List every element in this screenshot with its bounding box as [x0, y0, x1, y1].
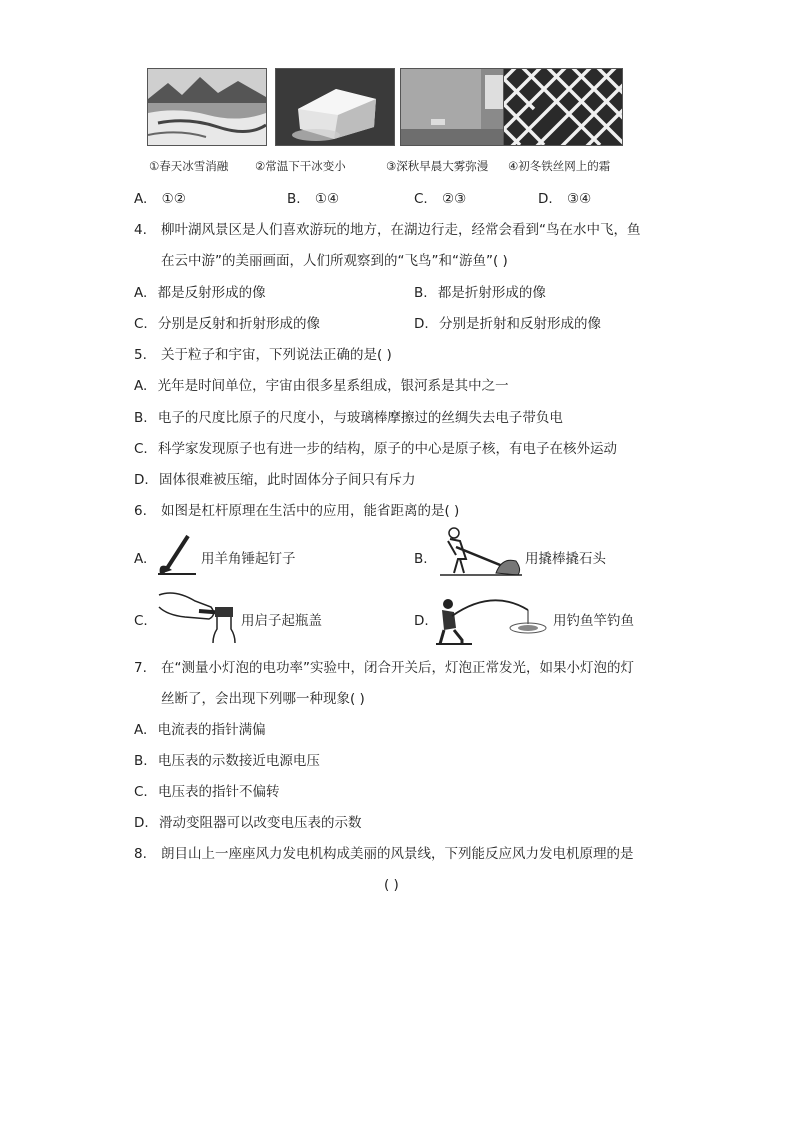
option-text: 都是反射形成的像	[157, 285, 266, 301]
q3-caption-2: ②常温下干冰变小	[255, 159, 346, 173]
option-letter: B.	[134, 410, 148, 426]
option-letter: A.	[134, 285, 148, 301]
option-letter: C.	[414, 191, 428, 207]
option-text: ②③	[442, 191, 467, 207]
option-text: 科学家发现原子也有进一步的结构，原子的中心是原子核，有电子在核外运动	[158, 441, 618, 457]
q4-option-d	[414, 315, 601, 333]
q7-stem-line1: 在“测量小灯泡的电功率”实验中，闭合开关后，灯泡正常发光，如果小灯泡的灯	[161, 660, 634, 676]
option-letter: D.	[538, 191, 553, 207]
q8-number: 8.	[134, 846, 147, 862]
q6-option-b-letter: B.	[414, 551, 428, 567]
q6-option-c-text: 用启子起瓶盖	[241, 613, 322, 629]
option-letter: A.	[134, 722, 148, 738]
q3-photo-strip	[143, 58, 656, 178]
fishing-rod-icon	[432, 590, 550, 648]
option-letter: A.	[134, 191, 148, 207]
option-text: 滑动变阻器可以改变电压表的示数	[158, 815, 362, 831]
q5-option-b	[134, 409, 563, 427]
q7-option-a	[134, 721, 266, 739]
q8-stem-line2: ( )	[384, 877, 399, 893]
option-text: 分别是反射和折射形成的像	[158, 316, 321, 332]
option-text: 电子的尺度比原子的尺度小，与玻璃棒摩擦过的丝绸失去电子带负电	[157, 410, 563, 426]
q3-caption-3: ③深秋早晨大雾弥漫	[386, 159, 489, 173]
q7-option-c	[134, 783, 280, 801]
option-text: ①④	[314, 191, 340, 207]
q3-caption-4: ④初冬铁丝网上的霜	[508, 159, 611, 173]
option-letter: B.	[287, 191, 301, 207]
option-letter: C.	[134, 441, 148, 457]
q6-option-c-letter: C.	[134, 613, 148, 629]
option-letter: D.	[134, 472, 149, 488]
q6-option-b-text: 用撬棒撬石头	[525, 551, 606, 567]
q3-caption-1: ①春天冰雪消融	[149, 159, 229, 173]
crowbar-worker-icon	[436, 525, 522, 579]
option-text: 都是折射形成的像	[437, 285, 546, 301]
q7-stem-line2: 丝断了，会出现下列哪一种现象( )	[161, 691, 365, 707]
q3-option-c	[414, 190, 466, 208]
option-letter: C.	[134, 784, 148, 800]
photo-dry-ice	[275, 68, 395, 146]
q4-option-a	[134, 284, 266, 302]
q4-option-c	[134, 315, 320, 333]
q6-option-a-letter: A.	[134, 551, 148, 567]
q6-stem: 如图是杠杆原理在生活中的应用，能省距离的是( )	[161, 503, 460, 519]
bottle-opener-icon	[155, 585, 239, 643]
q3-option-b	[287, 190, 339, 208]
q5-number: 5.	[134, 347, 147, 363]
q6-option-d-text: 用钓鱼竿钓鱼	[553, 613, 634, 629]
option-letter: D.	[414, 316, 429, 332]
q5-option-a	[134, 377, 509, 395]
option-text: 固体很难被压缩，此时固体分子间只有斥力	[158, 472, 416, 488]
claw-hammer-icon	[152, 530, 200, 580]
option-text: 电流表的指针满偏	[157, 722, 266, 738]
photo-melting-snow	[147, 68, 267, 146]
photo-frost-wire	[503, 68, 623, 146]
option-text: ①②	[161, 191, 186, 207]
q3-option-a	[134, 190, 186, 208]
option-letter: A.	[134, 378, 148, 394]
q4-stem-line1: 柳叶湖风景区是人们喜欢游玩的地方，在湖边行走，经常会看到“鸟在水中飞，鱼	[161, 222, 641, 238]
q4-number: 4.	[134, 222, 147, 238]
option-letter: C.	[134, 316, 148, 332]
option-text: 电压表的指针不偏转	[158, 784, 280, 800]
q4-stem-line2: 在云中游”的美丽画面，人们所观察到的“飞鸟”和“游鱼”( )	[161, 253, 508, 269]
q8-stem-line1: 朗目山上一座座风力发电机构成美丽的风景线，下列能反应风力发电机原理的是	[161, 846, 634, 862]
q7-option-d	[134, 814, 361, 832]
option-letter: D.	[134, 815, 149, 831]
q5-option-c	[134, 440, 617, 458]
option-text: 分别是折射和反射形成的像	[438, 316, 601, 332]
option-text: 电压表的示数接近电源电压	[157, 753, 320, 769]
q5-option-d	[134, 471, 415, 489]
option-letter: B.	[134, 753, 148, 769]
q5-stem: 关于粒子和宇宙，下列说法正确的是( )	[161, 347, 392, 363]
option-text: 光年是时间单位，宇宙由很多星系组成，银河系是其中之一	[157, 378, 509, 394]
q3-option-d	[538, 190, 591, 208]
photo-fog	[400, 68, 520, 146]
q7-option-b	[134, 752, 320, 770]
q6-number: 6.	[134, 503, 147, 519]
option-letter: B.	[414, 285, 428, 301]
q4-option-b	[414, 284, 546, 302]
q6-option-a-text: 用羊角锤起钉子	[201, 551, 296, 567]
q7-number: 7.	[134, 660, 147, 676]
option-text: ③④	[566, 191, 592, 207]
q6-option-d-letter: D.	[414, 613, 429, 629]
